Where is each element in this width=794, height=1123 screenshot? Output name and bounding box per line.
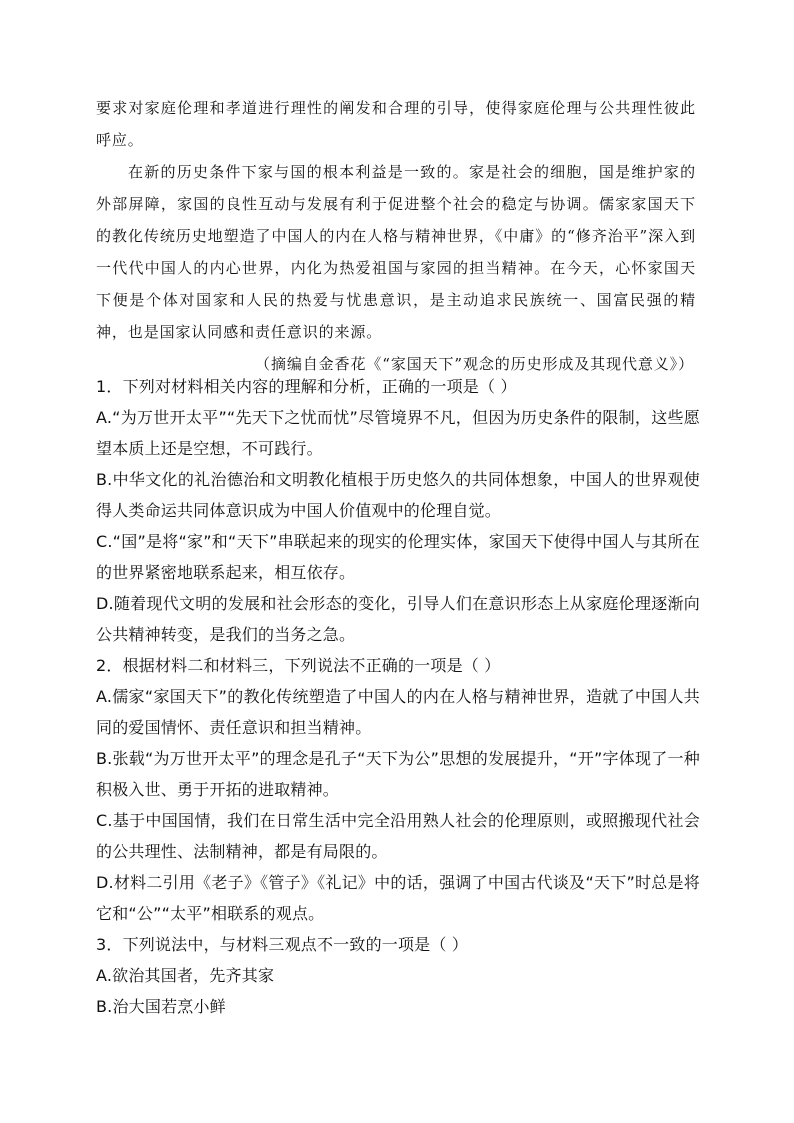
option-c: C.“国”是将“家”和“天下”串联起来的现实的伦理实体，家国天下使得中国人与其所在的世界紧密地联系起来，相互依存。 xyxy=(96,532,700,582)
question-stem: 3．下列说法中，与材料三观点不一致的一项是（ ） xyxy=(96,935,469,954)
option-b: B.中华文化的礼治德治和文明教化植根于历史悠久的共同体想象，中国人的世界观使得人类命运共同体意识成为中国人价值观中的伦理自觉。 xyxy=(96,470,700,520)
option-a: A.“为万世开太平”“先天下之忧而忧”尽管境界不凡，但因为历史条件的限制，这些愿望本质上还是空想，不可践行。 xyxy=(96,408,700,458)
option-a: A.儒家“家国天下”的教化传统塑造了中国人的内在人格与精神世界，造就了中国人共同的爱国情怀、责任意识和担当精神。 xyxy=(96,687,700,737)
question-1 xyxy=(96,371,700,650)
question-stem: 2．根据材料二和材料三，下列说法不正确的一项是（ ） xyxy=(96,656,501,675)
option-d: D.材料二引用《老子》《管子》《礼记》中的话，强调了中国古代谈及“天下”时总是将它和“公”“太平”相联系的观点。 xyxy=(96,873,700,923)
passage-paragraph-continued: 要求对家庭伦理和孝道进行理性的阐发和合理的引导，使得家庭伦理与公共理性彼此呼应。 xyxy=(96,99,696,149)
option-c: C.基于中国国情，我们在日常生活中完全沿用熟人社会的伦理原则，或照搬现代社会的公共理性、法制精神，都是有局限的。 xyxy=(96,811,700,861)
question-list xyxy=(96,371,700,1022)
option-a: A.欲治其国者，先齐其家 xyxy=(96,966,275,985)
reading-passage xyxy=(96,92,696,380)
question-3 xyxy=(96,929,700,1022)
question-2 xyxy=(96,650,700,929)
option-b: B.治大国若烹小鲜 xyxy=(96,997,226,1016)
option-d: D.随着现代文明的发展和社会形态的变化，引导人们在意识形态上从家庭伦理逐渐向公共精神转变，是我们的当务之急。 xyxy=(96,594,700,644)
passage-paragraph-main: 在新的历史条件下家与国的根本利益是一致的。家是社会的细胞，国是维护家的外部屏障，家国的良性互动与发展有利于促进整个社会的稳定与协调。儒家家国天下的教化传统历史地塑造了中国人的内在人格与精神世界，《中庸》的“修齐治平”深入到一代代中国人的内心世界，内化为热爱祖国与家园的担当精神。在今天，心怀家国天下便是个体对国家和人民的热爱与忧患意识，是主动追求民族统一、国富民强的精神，也是国家认同感和责任意识的来源。 xyxy=(96,163,696,341)
passage-source-citation: （摘编自金香花《“家国天下”观念的历史形成及其现代意义》） xyxy=(255,355,694,373)
option-b: B.张载“为万世开太平”的理念是孔子“天下为公”思想的发展提升，“开”字体现了一种积极入世、勇于开拓的进取精神。 xyxy=(96,749,700,799)
question-stem: 1．下列对材料相关内容的理解和分析，正确的一项是（ ） xyxy=(96,377,517,396)
